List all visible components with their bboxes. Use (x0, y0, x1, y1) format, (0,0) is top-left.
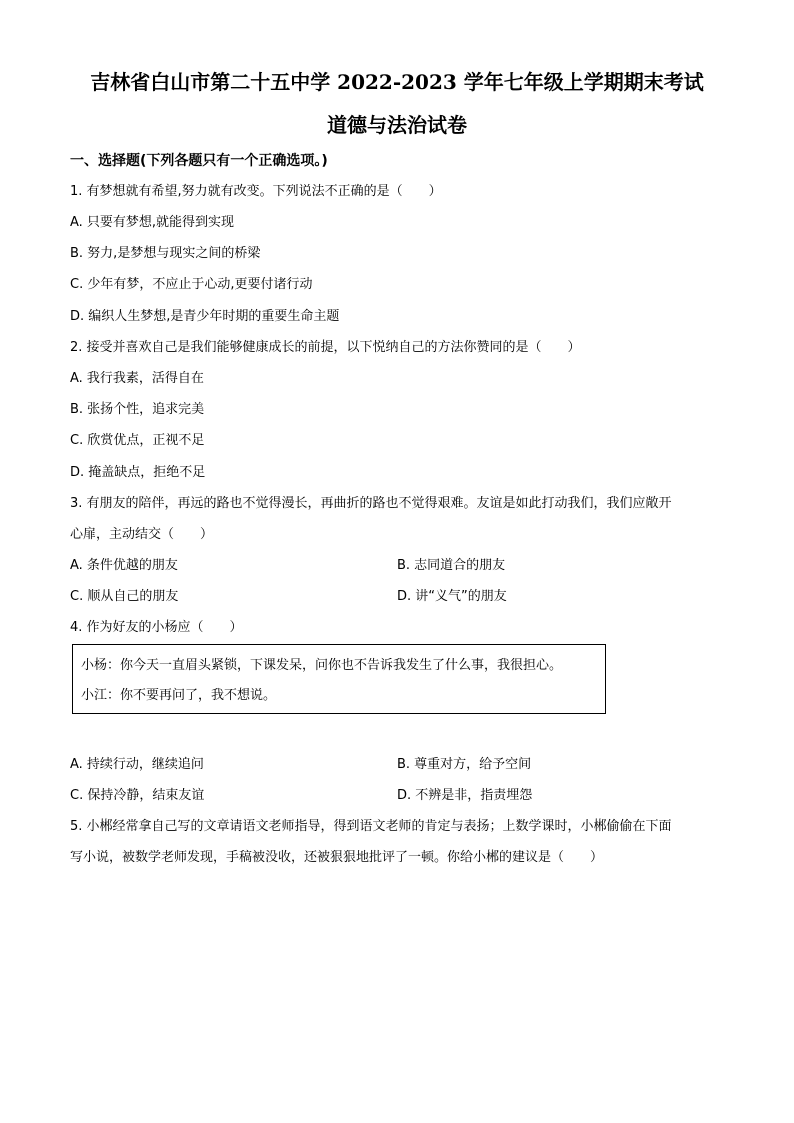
section-heading: 一、选择题(下列各题只有一个正确选项。) (70, 153, 328, 169)
question-5-stem-line-1: 5. 小郴经常拿自己写的文章请语文老师指导，得到语文老师的肯定与表扬；上数学课时，小郴偷偷在下面 (70, 819, 672, 834)
question-2-stem: 2. 接受并喜欢自己是我们能够健康成长的前提，以下悦纳自己的方法你赞同的是（ ） (70, 340, 581, 355)
question-3-stem-line-1: 3. 有朋友的陪伴，再远的路也不觉得漫长，再曲折的路也不觉得艰难。友谊是如此打动我们，我们应敞开 (70, 496, 672, 511)
question-4-option-b: B. 尊重对方，给予空间 (397, 757, 532, 772)
exam-title: 吉林省白山市第二十五中学 2022-2023 学年七年级上学期期末考试 (90, 70, 704, 94)
question-5-stem-line-2: 写小说，被数学老师发现，手稿被没收，还被狠狠地批评了一顿。你给小郴的建议是（ ） (70, 850, 604, 865)
question-3-stem-line-2: 心扉，主动结交（ ） (70, 527, 214, 542)
exam-subject-title: 道德与法治试卷 (327, 113, 467, 137)
question-1-option-c: C. 少年有梦，不应止于心动,更要付诸行动 (70, 277, 313, 292)
question-1-option-d: D. 编织人生梦想,是青少年时期的重要生命主题 (70, 309, 340, 324)
dialog-box (72, 644, 606, 714)
question-4-option-d: D. 不辨是非，指责埋怨 (397, 788, 533, 803)
question-2-option-b: B. 张扬个性，追求完美 (70, 402, 205, 417)
dialog-line-xiaojiang: 小江：你不要再问了，我不想说。 (81, 688, 277, 703)
question-4-option-a: A. 持续行动，继续追问 (70, 757, 204, 772)
question-2-option-d: D. 掩盖缺点，拒绝不足 (70, 465, 206, 480)
question-2-option-c: C. 欣赏优点，正视不足 (70, 433, 205, 448)
question-4-option-c: C. 保持冷静，结束友谊 (70, 788, 205, 803)
question-1-option-b: B. 努力,是梦想与现实之间的桥梁 (70, 246, 261, 261)
question-3-option-a: A. 条件优越的朋友 (70, 558, 178, 573)
question-3-option-c: C. 顺从自己的朋友 (70, 589, 179, 604)
question-4-stem: 4. 作为好友的小杨应（ ） (70, 620, 243, 635)
question-3-option-b: B. 志同道合的朋友 (397, 558, 506, 573)
dialog-line-xiaoyang: 小杨：你今天一直眉头紧锁，下课发呆，问你也不告诉我发生了什么事，我很担心。 (81, 658, 563, 673)
question-1-stem: 1. 有梦想就有希望,努力就有改变。下列说法不正确的是（ ） (70, 184, 442, 199)
question-1-option-a: A. 只要有梦想,就能得到实现 (70, 215, 235, 230)
question-2-option-a: A. 我行我素，活得自在 (70, 371, 204, 386)
question-3-option-d: D. 讲“义气”的朋友 (397, 589, 507, 604)
